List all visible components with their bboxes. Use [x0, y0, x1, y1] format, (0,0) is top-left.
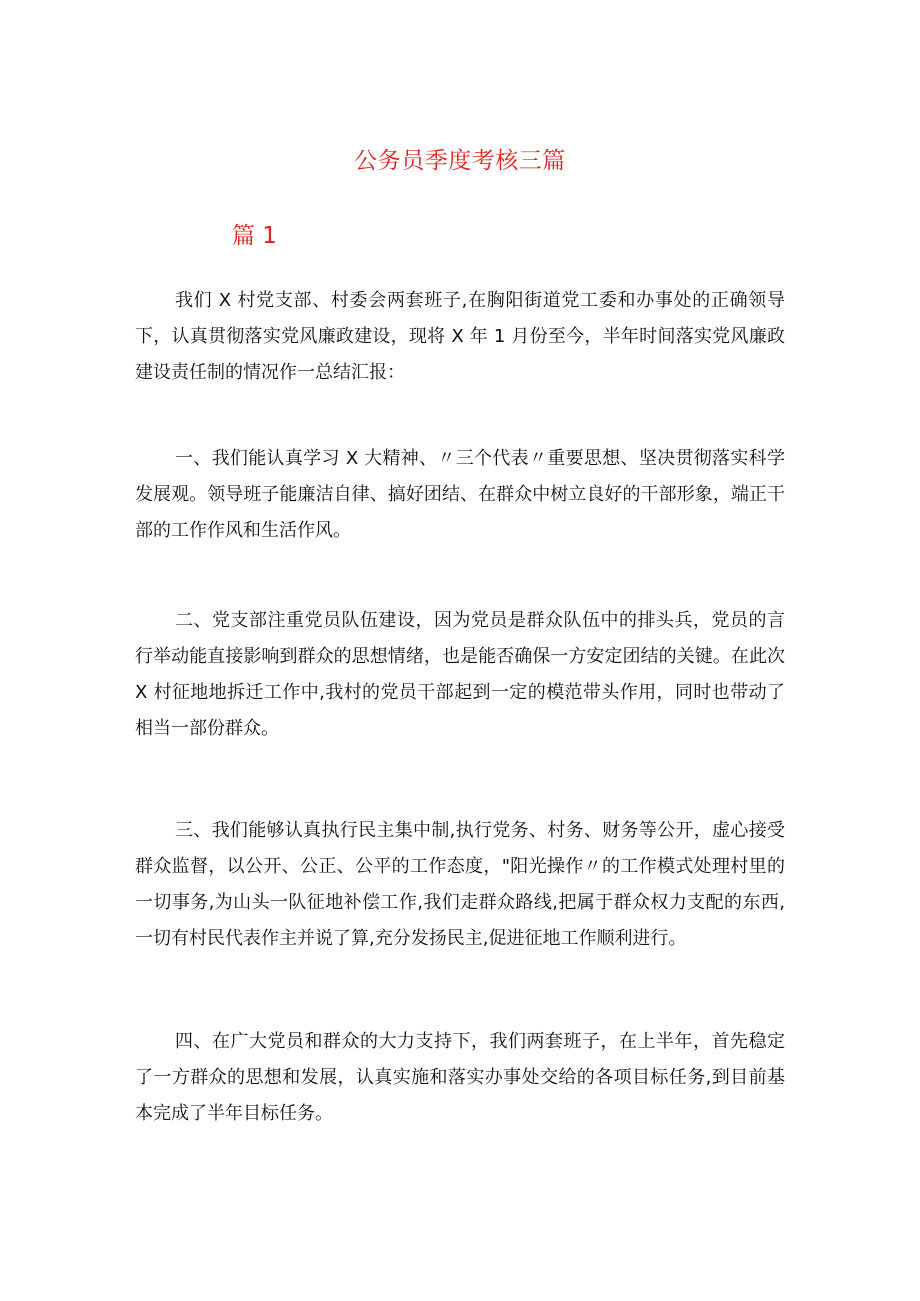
paragraph: 二、党支部注重党员队伍建设，因为党员是群众队伍中的排头兵，党员的言行举动能直接影响到群众的思想情绪，也是能否确保一方安定团结的关键。在此次 X 村征地地拆迁工作中,我村的党员干部起到一定的模范带头作用，同时也带动了相当一部份群众。 — [135, 610, 785, 739]
paragraph: 一、我们能认真学习 X 大精神、〃三个代表〃重要思想、坚决贯彻落实科学发展观。领导班子能廉洁自律、搞好团结、在群众中树立良好的干部形象，端正干部的工作作风和生活作风。 — [135, 448, 785, 541]
paragraph: 四、在广大党员和群众的大力支持下，我们两套班子，在上半年，首先稳定了一方群众的思想和发展，认真实施和落实办事处交给的各项目标任务,到目前基本完成了半年目标任务。 — [135, 1031, 785, 1124]
document-title: 公务员季度考核三篇 — [354, 148, 566, 174]
section-heading: 篇 1 — [232, 223, 277, 249]
paragraph: 我们 X 村党支部、村委会两套班子,在胸阳街道党工委和办事处的正确领导下，认真贯彻落实党风廉政建设，现将 X 年 1 月份至今，半年时间落实党风廉政建设责任制的情况作一总结汇报： — [135, 290, 785, 383]
paragraph: 三、我们能够认真执行民主集中制,执行党务、村务、财务等公开，虚心接受群众监督，以公开、公正、公平的工作态度，"阳光操作〃的工作模式处理村里的一切事务,为山头一队征地补偿工作,我们走群众路线,把属于群众权力支配的东西,一切有村民代表作主并说了算,充分发扬民主,促进征地工作顺利进行。 — [135, 820, 785, 949]
